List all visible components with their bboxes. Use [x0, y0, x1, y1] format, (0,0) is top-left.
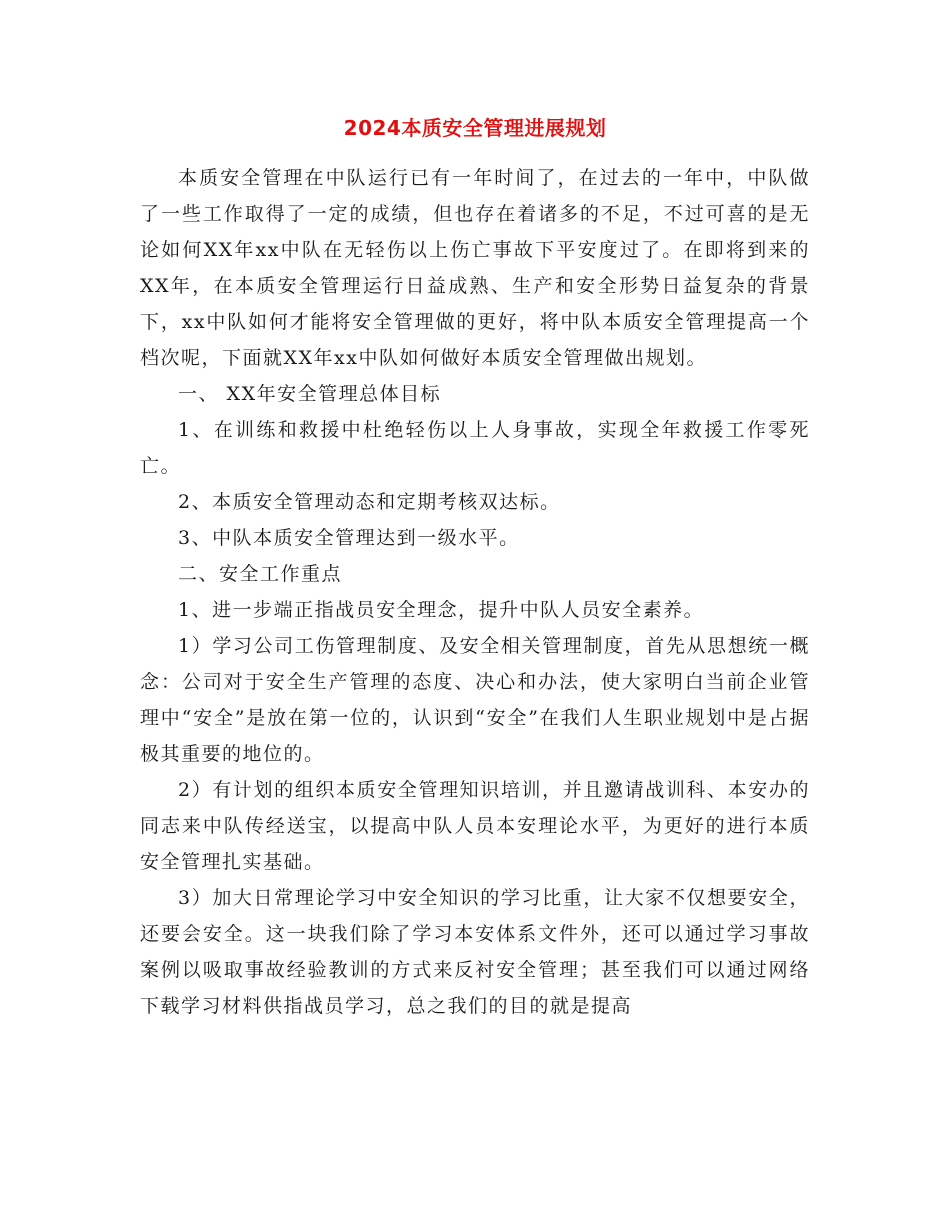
focus-subitem-1: 1）学习公司工伤管理制度、及安全相关管理制度，首先从思想统一概念：公司对于安全生产管理的态度、决心和办法，使大家明白当前企业管理中“安全”是放在第一位的，认识到“安全”在我们人生职业规划中是占据极其重要的地位的。 [140, 635, 810, 765]
document-title: 2024本质安全管理进展规划 [343, 116, 607, 140]
document-body [140, 160, 810, 1024]
focus-item-1: 1、进一步端正指战员安全理念，提升中队人员安全素养。 [178, 599, 705, 621]
section-heading-goals: 一、 XX年安全管理总体目标 [178, 383, 442, 405]
section-heading-focus: 二、安全工作重点 [178, 563, 343, 585]
focus-subitem-2: 2）有计划的组织本质安全管理知识培训，并且邀请战训科、本安办的同志来中队传经送宝，以提高中队人员本安理论水平，为更好的进行本质安全管理扎实基础。 [140, 779, 810, 873]
goal-item-3: 3、中队本质安全管理达到一级水平。 [178, 527, 520, 549]
paragraph-intro: 本质安全管理在中队运行已有一年时间了，在过去的一年中，中队做了一些工作取得了一定的成绩，但也存在着诸多的不足，不过可喜的是无论如何XX年xx中队在无轻伤以上伤亡事故下平安度过了。在即将到来的XX年，在本质安全管理运行日益成熟、生产和安全形势日益复杂的背景下，xx中队如何才能将安全管理做的更好，将中队本质安全管理提高一个档次呢，下面就XX年xx中队如何做好本质安全管理做出规划。 [140, 167, 810, 369]
goal-item-2: 2、本质安全管理动态和定期考核双达标。 [178, 491, 561, 513]
focus-subitem-3: 3）加大日常理论学习中安全知识的学习比重，让大家不仅想要安全，还要会安全。这一块我们除了学习本安体系文件外，还可以通过学习事故案例以吸取事故经验教训的方式来反衬安全管理；甚至我们可以通过网络下载学习材料供指战员学习，总之我们的目的就是提高 [140, 887, 810, 1017]
goal-item-1: 1、在训练和救援中杜绝轻伤以上人身事故，实现全年救援工作零死亡。 [140, 419, 810, 477]
